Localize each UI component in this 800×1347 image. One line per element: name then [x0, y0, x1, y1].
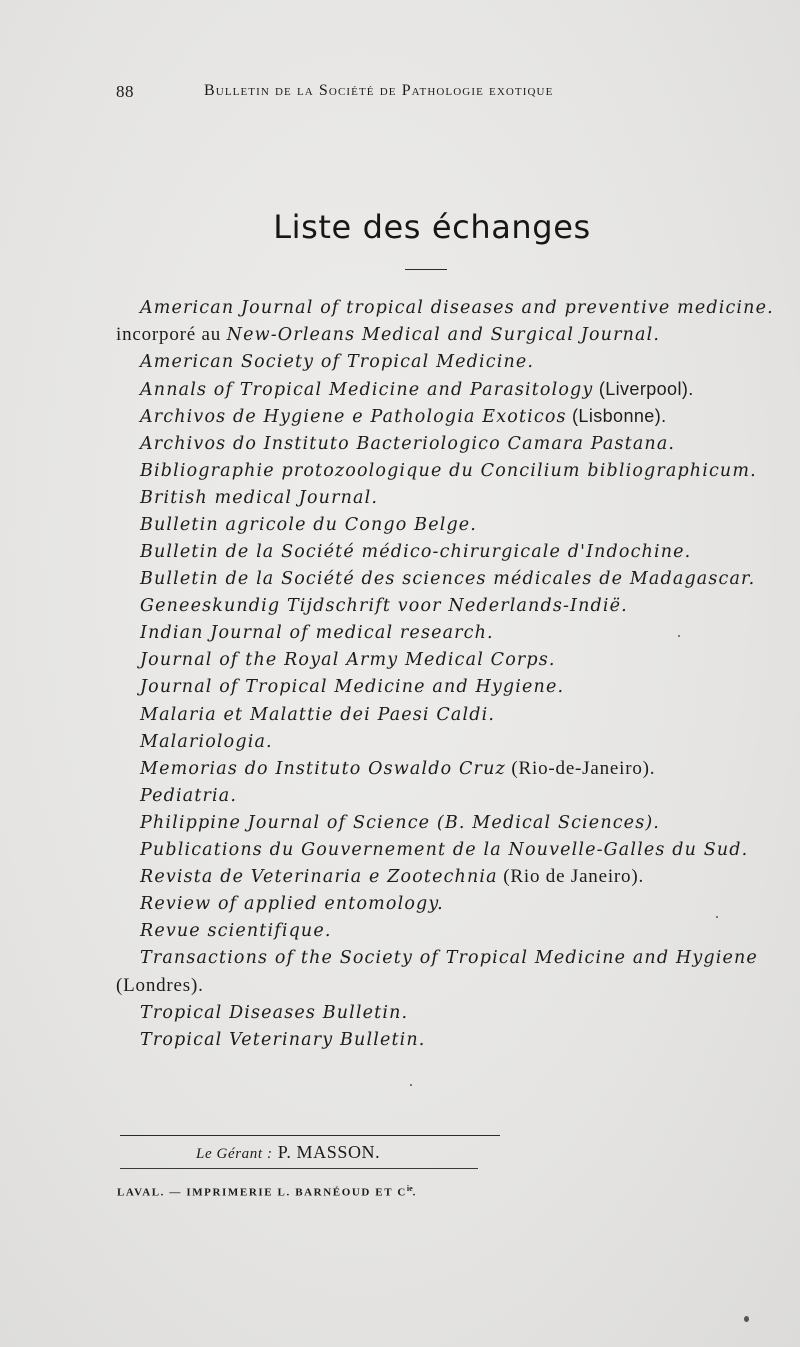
journal-title: Revista de Veterinaria e Zootechnia — [140, 867, 498, 887]
journal-title: Geneeskundig Tijdschrift voor Nederlands-Indië. — [140, 596, 628, 616]
journal-title: Philippine Journal of Science (B. Medical Sciences). — [140, 813, 661, 833]
printer-text: LAVAL. — IMPRIMERIE L. BARNÉOUD ET C — [117, 1186, 407, 1199]
printer-superscript: ie — [406, 1184, 413, 1193]
journal-title: Journal of Tropical Medicine and Hygiene. — [140, 677, 565, 697]
journal-title: Revue scientifique. — [140, 921, 332, 941]
journal-entry — [140, 702, 495, 728]
journal-title: British medical Journal. — [140, 488, 379, 508]
gerant-line — [196, 1142, 380, 1163]
journal-place: (Lisbonne). — [566, 406, 667, 426]
journal-title: Publications du Gouvernement de la Nouvelle-Galles du Sud. — [140, 840, 749, 860]
journal-entry — [140, 837, 748, 863]
footer-rule — [120, 1135, 500, 1136]
page-header — [0, 82, 800, 106]
journal-place: (Londres). — [116, 975, 204, 996]
journal-entry — [140, 756, 655, 782]
printer-rule — [120, 1168, 478, 1169]
journal-entry — [140, 810, 660, 836]
journal-entry — [116, 973, 204, 999]
journal-entry — [140, 593, 628, 619]
journal-title: Journal of the Royal Army Medical Corps. — [140, 650, 556, 670]
title-rule — [405, 269, 447, 270]
journal-entry — [116, 322, 660, 348]
journal-entry — [140, 376, 694, 403]
journal-title: American Society of Tropical Medicine. — [140, 352, 535, 372]
journal-title: Memorias do Instituto Oswaldo Cruz — [140, 759, 506, 779]
journal-entry — [140, 620, 494, 646]
page-number: 88 — [116, 82, 134, 101]
journal-entry — [140, 403, 667, 430]
journal-title: American Journal of tropical diseases and preventive medicine. — [140, 298, 774, 318]
journal-title: Bulletin de la Société des sciences médicales de Madagascar. — [140, 569, 756, 589]
journal-title: Review of applied entomology. — [140, 894, 444, 914]
journal-title: Annals of Tropical Medicine and Parasitology — [140, 380, 594, 400]
journal-entry — [140, 431, 675, 457]
journal-place: (Rio de Janeiro). — [497, 866, 645, 887]
journal-entry — [140, 945, 758, 971]
journal-title: Tropical Diseases Bulletin. — [140, 1003, 409, 1023]
journal-entry — [140, 674, 564, 700]
journal-entry — [140, 566, 755, 592]
journal-title: Bibliographie protozoologique du Concilium bibliographicum. — [140, 461, 757, 481]
journal-place: (Rio-de-Janeiro). — [505, 758, 656, 779]
journal-place: (Liverpool). — [593, 379, 694, 399]
journal-entry — [140, 539, 691, 565]
journal-title: New-Orleans Medical and Surgical Journal. — [226, 325, 661, 345]
journal-title: Tropical Veterinary Bulletin. — [140, 1030, 426, 1050]
journal-entry — [140, 1000, 408, 1026]
journal-entry — [140, 1027, 426, 1053]
journal-entry — [140, 864, 644, 890]
journal-entry — [140, 485, 378, 511]
gerant-label: Le Gérant : — [196, 1146, 273, 1162]
journal-entry — [140, 918, 332, 944]
journal-title: Archivos de Hygiene e Pathologia Exoticos — [140, 407, 567, 427]
journal-entry — [140, 349, 534, 375]
journal-title: Transactions of the Society of Tropical Medicine and Hygiene — [140, 948, 758, 968]
journal-title: Malariologia. — [140, 732, 273, 752]
printer-line — [117, 1184, 417, 1199]
journal-entry — [140, 295, 774, 321]
journal-entry — [140, 729, 273, 755]
journal-title: Pediatria. — [140, 786, 238, 806]
journal-entry — [140, 512, 477, 538]
journal-title: Indian Journal of medical research. — [140, 623, 494, 643]
journal-prefix: incorporé au — [116, 324, 227, 345]
printer-end: . — [412, 1186, 418, 1199]
gerant-name: P. MASSON. — [277, 1142, 381, 1162]
journal-entry — [140, 891, 444, 917]
journal-title: Bulletin agricole du Congo Belge. — [140, 515, 478, 535]
journal-title: Archivos do Instituto Bacteriologico Camara Pastana. — [140, 434, 676, 454]
running-head: Bulletin de la Société de Pathologie exotique — [204, 82, 554, 99]
journal-entry — [140, 783, 237, 809]
page-title: Liste des échanges — [273, 208, 591, 246]
journal-title: Malaria et Malattie dei Paesi Caldi. — [140, 705, 496, 725]
journal-entry — [140, 458, 757, 484]
journal-title: Bulletin de la Société médico-chirurgicale d'Indochine. — [140, 542, 692, 562]
journal-entry — [140, 647, 556, 673]
